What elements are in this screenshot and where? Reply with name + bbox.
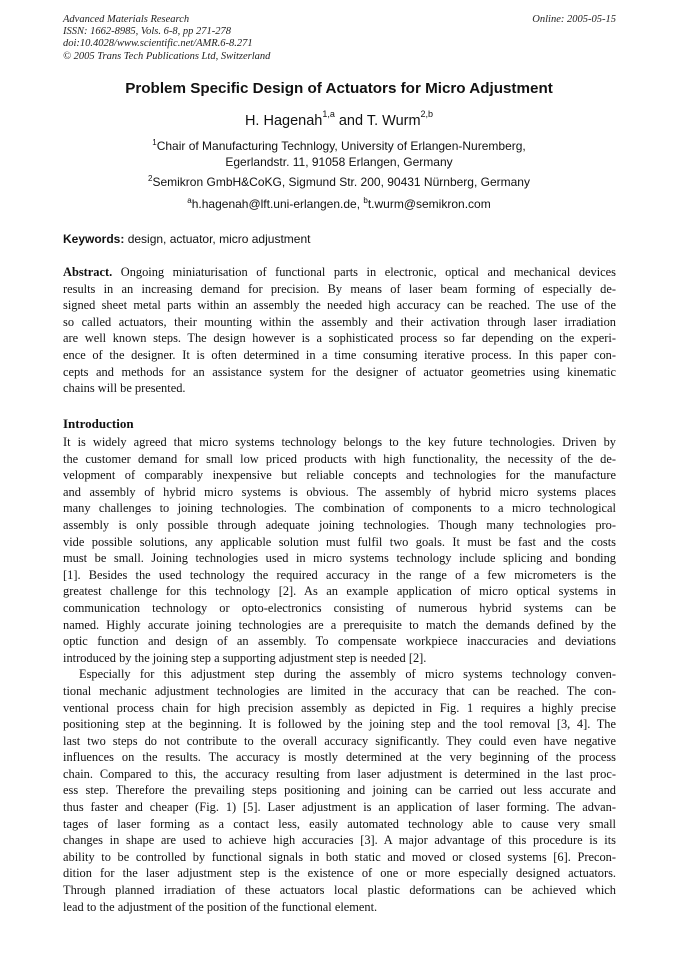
author-1: H. Hagenah xyxy=(244,113,323,129)
paragraph-line: introduced by the joining step a supporting adjustment step is needed [2]. xyxy=(63,650,427,665)
online-date: Online: 2005-05-15 xyxy=(532,14,616,25)
paragraph-line: the customer demand for small low priced products with high functionality, the necessity of the de- xyxy=(63,451,616,466)
affiliation-1 xyxy=(0,138,678,170)
paragraph-line: named. Highly accurate joining technologies are a prerequisite to match the demands defined by the xyxy=(63,617,616,632)
email-b[interactable]: t.wurm@semikron.com xyxy=(367,197,491,211)
journal-doi: doi:10.4028/www.scientific.net/AMR.6-8.271 xyxy=(63,38,253,50)
affiliation-1-superscript: 1 xyxy=(152,138,157,147)
paragraph-line: influences on the results. The accuracy is mostly determined at the very beginning of the process xyxy=(63,750,616,765)
paragraph-line: many challenges to joining technologies. The combination of components to a micro technological xyxy=(63,501,616,516)
paragraph-line: dition for the laser adjustment step is the existence of one or more especially designed actuators. xyxy=(63,866,616,881)
email-line xyxy=(0,196,678,212)
paragraph-line: changes in shape are used to achieve high accuracies [3]. A major advantage of this procedure is its xyxy=(63,833,616,848)
journal-info xyxy=(63,14,423,63)
paragraph-line: Especially for this adjustment step during the assembly of micro systems technology conven- xyxy=(79,667,616,682)
paragraph-line: assembly is only possible through adequate joining technologies. Though many technologies pro- xyxy=(63,517,616,532)
abstract-line: results in an increasing demand for precision. By means of laser beam forming of especially de- xyxy=(63,281,616,296)
affiliation-1-line-1 xyxy=(0,138,678,154)
paragraph-line: ability to be controlled by functional signals in both static and moved or closed systems [6]. Precon- xyxy=(63,849,616,864)
author-2-superscript: 2,b xyxy=(420,109,434,119)
paragraph-line: chain. Compared to this, the accuracy resulting from laser adjustment is determined in the last proc- xyxy=(63,766,616,781)
abstract-line xyxy=(63,264,616,281)
paragraph-line: and assembly of hybrid micro systems is obvious. The assembly of hybrid micro systems places xyxy=(63,484,616,499)
abstract-label: Abstract. xyxy=(63,265,113,279)
abstract-line-text: Ongoing miniaturisation of functional parts in electronic, optical and mechanical devices xyxy=(112,265,616,279)
affiliation-2-text: Semikron GmbH&CoKG, Sigmund Str. 200, 90431 Nürnberg, Germany xyxy=(152,175,530,189)
keywords-label: Keywords: xyxy=(63,232,125,246)
author-line xyxy=(0,109,678,129)
paragraph-line: ventional process chain for high precision assembly as depicted in Fig. 1 requires a highly precise xyxy=(63,700,616,715)
paragraph-line: tional mechanic adjustment technologies are limited in the accuracy that can be reached. The con- xyxy=(63,683,616,698)
paragraph-line: optic function and design of an assembly. To compensate workpiece inaccuracies and deviations xyxy=(63,634,616,649)
email-a[interactable]: h.hagenah@lft.uni-erlangen.de, xyxy=(191,197,364,211)
paragraph-line: [1]. Besides the used technology the required accuracy in the range of a few micrometers is the xyxy=(63,567,616,582)
author-1-superscript: 1,a xyxy=(322,109,335,119)
paragraph-line: must be small. Joining technologies used in micro systems technology include splicing and bonding xyxy=(63,551,616,566)
paragraph-line: Through planned irradiation of these actuators local plastic deformations can be achieved which xyxy=(63,883,616,898)
abstract-line: ence of the designer. It is often determined in a time consuming iterative process. In this paper con- xyxy=(63,347,616,362)
affiliation-2 xyxy=(0,174,678,190)
journal-issn: ISSN: 1662-8985, Vols. 6-8, pp 271-278 xyxy=(63,26,231,38)
affiliation-2-superscript: 2 xyxy=(148,174,153,183)
abstract-line: chains will be presented. xyxy=(63,381,186,396)
paragraph-line: ess step. Therefore the prevailing steps positioning and joining can be carried out less accurate and xyxy=(63,783,616,798)
introduction-body xyxy=(63,434,616,915)
author-conjunction: and xyxy=(334,113,367,129)
paragraph-line: last two steps do not contribute to the overall accuracy significantly. They could even have negative xyxy=(63,733,616,748)
paragraph-line: greatest challenge for this technology [2]. As an example application of micro optical systems in xyxy=(63,584,616,599)
affiliation-1-line-2: Egerlandstr. 11, 91058 Erlangen, Germany xyxy=(225,155,453,169)
section-heading-introduction: Introduction xyxy=(63,416,134,431)
abstract-line: signed sheet metal parts within an assembly the needed high accuracy can be reached. The use of the xyxy=(63,298,616,313)
keywords xyxy=(63,232,616,246)
email-b-superscript: b xyxy=(363,196,368,205)
keywords-text: design, actuator, micro adjustment xyxy=(124,232,311,246)
journal-name: Advanced Materials Research xyxy=(63,14,190,25)
abstract xyxy=(63,264,616,397)
abstract-line: cepts and methods for an assistance system for the designer of actuator geometries using kinematic xyxy=(63,364,616,379)
affiliation-1-text: Chair of Manufacturing Technlogy, University of Erlangen-Nuremberg, xyxy=(156,139,526,153)
paragraph-line: velopment of comparably inexpensive but reliable concepts and technologies for the manufacture xyxy=(63,468,616,483)
paragraph-line: vide possible solutions, any applicable solution must fulfil two goals. It must be fast and the costs xyxy=(63,534,616,549)
paper-title: Problem Specific Design of Actuators for Micro Adjustment xyxy=(125,80,553,97)
paragraph-line: tages of laser forming as a contact less, easily automated technology able to cause very small xyxy=(63,816,616,831)
paragraph-line: lead to the adjustment of the position of the functional element. xyxy=(63,899,378,914)
paragraph-line: It is widely agreed that micro systems technology belongs to the key future technologies. Driven by xyxy=(63,435,616,449)
paragraph-line: thus faster and cheaper (Fig. 1) [5]. Laser adjustment is an application of laser forming. The advan- xyxy=(63,800,616,815)
author-2: T. Wurm xyxy=(366,113,421,129)
email-a-superscript: a xyxy=(187,196,192,205)
paragraph-line: communication technology or opto-electronics consisting of numerous hybrid systems can be xyxy=(63,600,616,615)
paragraph-line: positioning step at the beginning. It is followed by the joining step and the tool removal [3, 4]. The xyxy=(63,717,616,732)
abstract-line: so called actuators, their mounting within the assembly and their activation through laser irradiation xyxy=(63,314,616,329)
journal-copyright: © 2005 Trans Tech Publications Ltd, Switzerland xyxy=(63,50,271,62)
abstract-line: are well known steps. The design however is a sophisticated process so far depending on the experi- xyxy=(63,331,616,346)
